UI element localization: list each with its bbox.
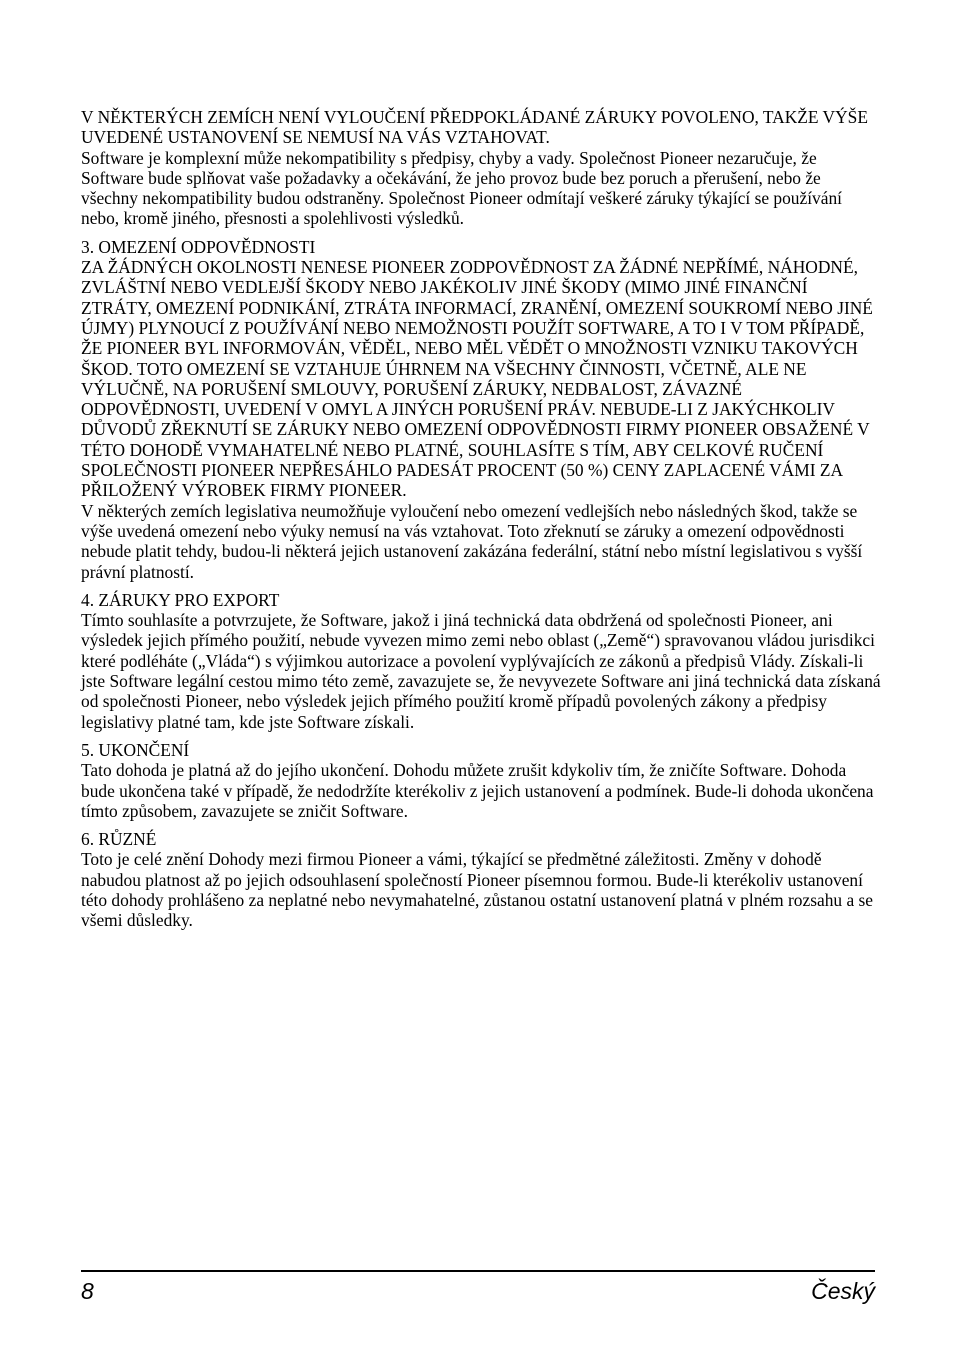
section-miscellaneous <box>81 829 881 930</box>
page-number: 8 <box>81 1278 94 1304</box>
section-paragraph: V některých zemích legislativa neumožňuje vyloučení nebo omezení vedlejších nebo následných škod, takže se výše uvedená omezení nebo výuky nemusí na vás vztahovat. Toto zřeknutí se záruky a omezení odpovědnosti nebude platit tehdy, budou-li některá jejich ustanovení zakázána federální, státní nebo místní legislativou s vyšší právní platností. <box>81 500 863 582</box>
section-paragraph: Toto je celé znění Dohody mezi firmou Pioneer a vámi, týkající se předmětné záležitosti. Změny v dohodě nabudou platnost až po jejich odsouhlasení společností Pioneer písemnou formou. Bude-li kterékoliv ustanovení této dohody prohlášeno za neplatné nebo nevymahatelné, zůstanou ostatní ustanovení platná v plném rozsahu a se všemi důsledky. <box>81 849 874 931</box>
document-body <box>81 107 881 931</box>
intro-disclaimer-caps: V NĚKTERÝCH ZEMÍCH NENÍ VYLOUČENÍ PŘEDPOKLÁDANÉ ZÁRUKY POVOLENO, TAKŽE VÝŠE UVEDENÉ USTANOVENÍ SE NEMUSÍ NA VÁS VZTAHOVAT. <box>81 107 868 148</box>
section-termination <box>81 740 881 821</box>
section-paragraph: Tato dohoda je platná až do jejího ukončení. Dohodu můžete zrušit kdykoliv tím, že zničíte Software. Dohoda bude ukončena také v případě, že nedodržíte kterékoliv z jejich ustanovení a podmínek. Bude-li dohoda ukončena tímto způsobem, zavazujete se zničit Software. <box>81 760 874 821</box>
section-export <box>81 590 881 732</box>
section-heading: 3. OMEZENÍ ODPOVĚDNOSTI <box>81 236 316 257</box>
intro-paragraph: Software je komplexní může nekompatibility s předpisy, chyby a vady. Společnost Pioneer nezaručuje, že Software bude splňovat vaše požadavky a očekávání, že jeho provoz bude bez poruch a přerušení, nebo že všechny nekompatibility budou odstraněny. Společnost Pioneer odmítají veškeré záruky týkající se používání nebo, kromě jiného, přesnosti a spolehlivosti výsledků. <box>81 147 842 229</box>
section-paragraph: Tímto souhlasíte a potvrzujete, že Software, jakož i jiná technická data obdržená od společnosti Pioneer, ani výsledek jejich přímého použití, nebude vyvezen mimo zemi nebo oblast („Země“) spravovanou vládou jurisdikci které podléháte („Vláda“) s výjimkou autorizace a povolení vyplývajících ze zákonů a předpisů Vlády. Získali-li jste Software legální cestou mimo této země, zavazujete se, že nevyvezete Software ani jiná technická data získaná od společnosti Pioneer, nebo výsledek jejich přímého použití kromě případů povolených zákony a předpisy legislativy platné tam, kde jste Software získali. <box>81 610 881 732</box>
page-language: Český <box>811 1278 875 1304</box>
section-heading: 6. RŮZNÉ <box>81 829 157 850</box>
page-footer <box>81 1276 875 1310</box>
section-liability <box>81 237 881 582</box>
footer-divider <box>81 1270 875 1272</box>
section-heading: 5. UKONČENÍ <box>81 739 190 760</box>
section-caps-paragraph: ZA ŽÁDNÝCH OKOLNOSTI NENESE PIONEER ZODPOVĚDNOST ZA ŽÁDNÉ NEPŘÍMÉ, NÁHODNÉ, ZVLÁŠTNÍ NEBO VEDLEJŠÍ ŠKODY NEBO JAKÉKOLIV JINÉ ŠKODY (MIMO JINÉ FINANČNÍ ZTRÁTY, OMEZENÍ PODNIKÁNÍ, ZTRÁTA INFORMACÍ, ZRANĚNÍ, OMEZENÍ SOUKROMÍ NEBO JINÉ ÚJMY) PLYNOUCÍ Z POUŽÍVÁNÍ NEBO NEMOŽNOSTI POUŽÍT SOFTWARE, A TO I V TOM PŘÍPADĚ, ŽE PIONEER BYL INFORMOVÁN, VĚDĚL, NEBO MĚL VĚDĚT O MNOŽNOSTI VZNIKU TAKOVÝCH ŠKOD. TOTO OMEZENÍ SE VZTAHUJE ÚHRNEM NA VŠECHNY ČINNOSTI, VČETNĚ, ALE NE VÝLUČNĚ, NA PORUŠENÍ SMLOUVY, PORUŠENÍ ZÁRUKY, NEDBALOST, ZÁVAZNÉ ODPOVĚDNOSTI, UVEDENÍ V OMYL A JINÝCH PORUŠENÍ PRÁV. NEBUDE-LI Z JAKÝCHKOLIV DŮVODŮ ZŘEKNUTÍ SE ZÁRUKY NEBO OMEZENÍ ODPOVĚDNOSTI FIRMY PIONEER OBSAŽENÉ V TÉTO DOHODĚ VYMAHATELNÉ NEBO PLATNÉ, SOUHLASÍTE S TÍM, ABY CELKOVÉ RUČENÍ SPOLEČNOSTI PIONEER NEPŘESÁHLO PADESÁT PROCENT (50 %) CENY ZAPLACENÉ VÁMI ZA PŘILOŽENÝ VÝROBEK FIRMY PIONEER. <box>81 257 873 501</box>
section-heading: 4. ZÁRUKY PRO EXPORT <box>81 589 280 610</box>
